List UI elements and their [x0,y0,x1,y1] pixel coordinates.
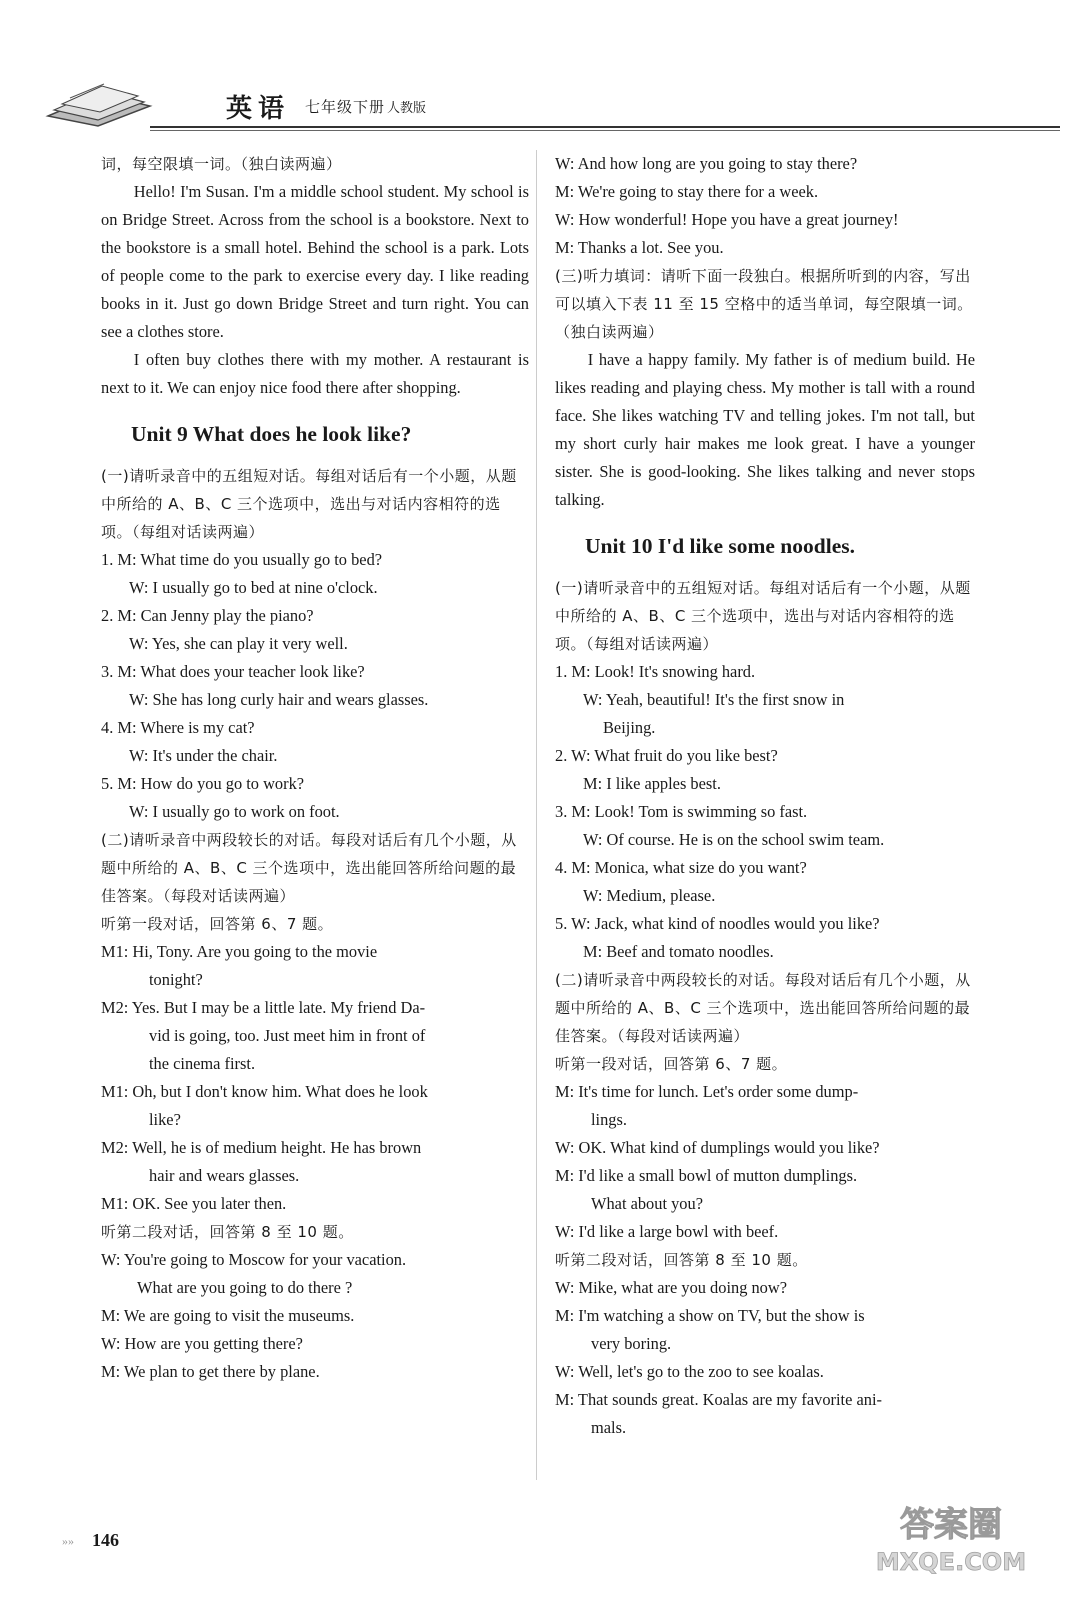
dialog-line: M: We're going to stay there for a week. [555,182,819,201]
watermark-logo-icon [851,1498,1051,1578]
dialog-line: W: Mike, what are you doing now? [555,1278,787,1297]
dialog-line: W: You're going to Moscow for your vacation. [101,1250,407,1269]
sub-instruction: 听第一段对话，回答第 6、7 题。 [555,1055,788,1073]
page-header [40,70,1060,140]
dialog-line: lings. [591,1110,627,1129]
dialog-line: M: It's time for lunch. Let's order some dump- [555,1082,859,1101]
dialog-line: M2: Well, he is of medium height. He has brown [101,1138,422,1157]
section-instruction: (二)请听录音中两段较长的对话。每段对话后有几个小题，从题中所给的 A、B、C 三个选项中，选出能回答所给问题的最佳答案。（每段对话读两遍） [101,831,517,905]
instruction-tail: 词，每空限填一词。（独白读两遍） [101,155,342,173]
watermark-cn-text: 答案圈 [900,1505,1002,1545]
dialog-line: vid is going, too. Just meet him in front of [149,1026,426,1045]
dialog-line: 3. M: Look! Tom is swimming so fast. [555,802,808,821]
sub-instruction: 听第二段对话，回答第 8 至 10 题。 [555,1251,808,1269]
dialog-line: hair and wears glasses. [149,1166,300,1185]
dialog-line: M1: OK. See you later then. [101,1194,287,1213]
dialog-line: M: Thanks a lot. See you. [555,238,724,257]
dialog-line: 5. M: How do you go to work? [101,774,305,793]
dialog-line: 5. W: Jack, what kind of noodles would you like? [555,914,880,933]
unit-10-title: Unit 10 I'd like some noodles. [585,534,855,558]
books-logo-icon [40,76,160,128]
passage-paragraph: Hello! I'm Susan. I'm a middle school student. My school is on Bridge Street. Across from the school is a bookstore. Next to the bookstore is a small hotel. Behind the school is a park. Lots of people come to the park to exercise every day. I like reading books in it. Just go down Bridge Street and turn right. You can see a clothes store. [101,182,529,341]
dialog-line: mals. [591,1418,627,1437]
dialog-line: the cinema first. [149,1054,256,1073]
dialog-line: W: Medium, please. [583,886,716,905]
dialog-line: M: That sounds great. Koalas are my favorite ani- [555,1390,882,1409]
dialog-line: 2. W: What fruit do you like best? [555,746,778,765]
section-instruction: (三)听力填词：请听下面一段独白。根据所听到的内容，写出可以填入下表 11 至 15 空格中的适当单词，每空限填一词。（独白读两遍） [555,267,973,341]
dialog-line: 2. M: Can Jenny play the piano? [101,606,314,625]
dialog-line: W: I usually go to work on foot. [129,802,340,821]
dialog-line: W: OK. What kind of dumplings would you like? [555,1138,880,1157]
dialog-line: W: How are you getting there? [101,1334,303,1353]
dialog-line: W: And how long are you going to stay there? [555,154,858,173]
header-rule-thin [150,130,1060,131]
dialog-line: M: I'm watching a show on TV, but the show is [555,1306,865,1325]
dialog-line: W: It's under the chair. [129,746,278,765]
dialog-line: 4. M: Where is my cat? [101,718,255,737]
dialog-line: 1. M: Look! It's snowing hard. [555,662,756,681]
passage-paragraph: I have a happy family. My father is of medium build. He likes reading and playing chess. My mother is tall with a round face. She likes watching TV and telling jokes. I'm not tall, but my short curly hair makes me look great. I have a younger sister. She is good-looking. She likes talking and never stops talking. [555,350,975,509]
sub-instruction: 听第二段对话，回答第 8 至 10 题。 [101,1223,354,1241]
passage-paragraph: I often buy clothes there with my mother. A restaurant is next to it. We can enjoy nice food there after shopping. [101,350,529,397]
edition-label: 人教版 [387,100,427,115]
unit-9-title: Unit 9 What does he look like? [131,422,412,446]
dialog-line: W: Of course. He is on the school swim team. [583,830,885,849]
dialog-line: M: Beef and tomato noodles. [583,942,774,961]
dialog-line: very boring. [591,1334,672,1353]
dialog-line: 3. M: What does your teacher look like? [101,662,365,681]
section-instruction: (二)请听录音中两段较长的对话。每段对话后有几个小题，从题中所给的 A、B、C 三个选项中，选出能回答所给问题的最佳答案。（每段对话读两遍） [555,971,971,1045]
right-column [555,150,975,1442]
dialog-line: What about you? [591,1194,703,1213]
header-rule [150,126,1060,128]
dialog-line: 4. M: Monica, what size do you want? [555,858,807,877]
dialog-line: W: Well, let's go to the zoo to see koalas. [555,1362,824,1381]
dialog-line: M: We plan to get there by plane. [101,1362,320,1381]
dialog-line: M: I'd like a small bowl of mutton dumplings. [555,1166,858,1185]
dialog-line: M1: Oh, but I don't know him. What does he look [101,1082,428,1101]
dialog-line: W: I'd like a large bowl with beef. [555,1222,779,1241]
dialog-line: M: We are going to visit the museums. [101,1306,355,1325]
dialog-line: tonight? [149,970,203,989]
dialog-line: W: I usually go to bed at nine o'clock. [129,578,378,597]
grade-label: 七年级下册 [305,100,386,116]
dialog-line: M2: Yes. But I may be a little late. My friend Da- [101,998,426,1017]
dialog-line: M: I like apples best. [583,774,721,793]
dialog-line: What are you going to do there ? [137,1278,353,1297]
page-number: 146 [92,1530,119,1550]
section-instruction: (一)请听录音中的五组短对话。每组对话后有一个小题，从题中所给的 A、B、C 三个选项中，选出与对话内容相符的选项。（每组对话读两遍） [101,467,517,541]
dialog-line: Beijing. [603,718,656,737]
dialog-line: W: Yes, she can play it very well. [129,634,348,653]
dialog-line: W: How wonderful! Hope you have a great journey! [555,210,899,229]
column-divider [536,150,537,1480]
page-mark-icon: »» [62,1534,74,1548]
dialog-line: like? [149,1110,181,1129]
watermark-en-text: MXQE.COM [875,1548,1027,1576]
subject-title: 英语 [226,94,291,123]
left-column [101,150,529,1386]
section-instruction: (一)请听录音中的五组短对话。每组对话后有一个小题，从题中所给的 A、B、C 三个选项中，选出与对话内容相符的选项。（每组对话读两遍） [555,579,971,653]
dialog-line: W: Yeah, beautiful! It's the first snow in [583,690,845,709]
dialog-line: W: She has long curly hair and wears glasses. [129,690,429,709]
sub-instruction: 听第一段对话，回答第 6、7 题。 [101,915,334,933]
dialog-line: 1. M: What time do you usually go to bed? [101,550,383,569]
dialog-line: M1: Hi, Tony. Are you going to the movie [101,942,378,961]
